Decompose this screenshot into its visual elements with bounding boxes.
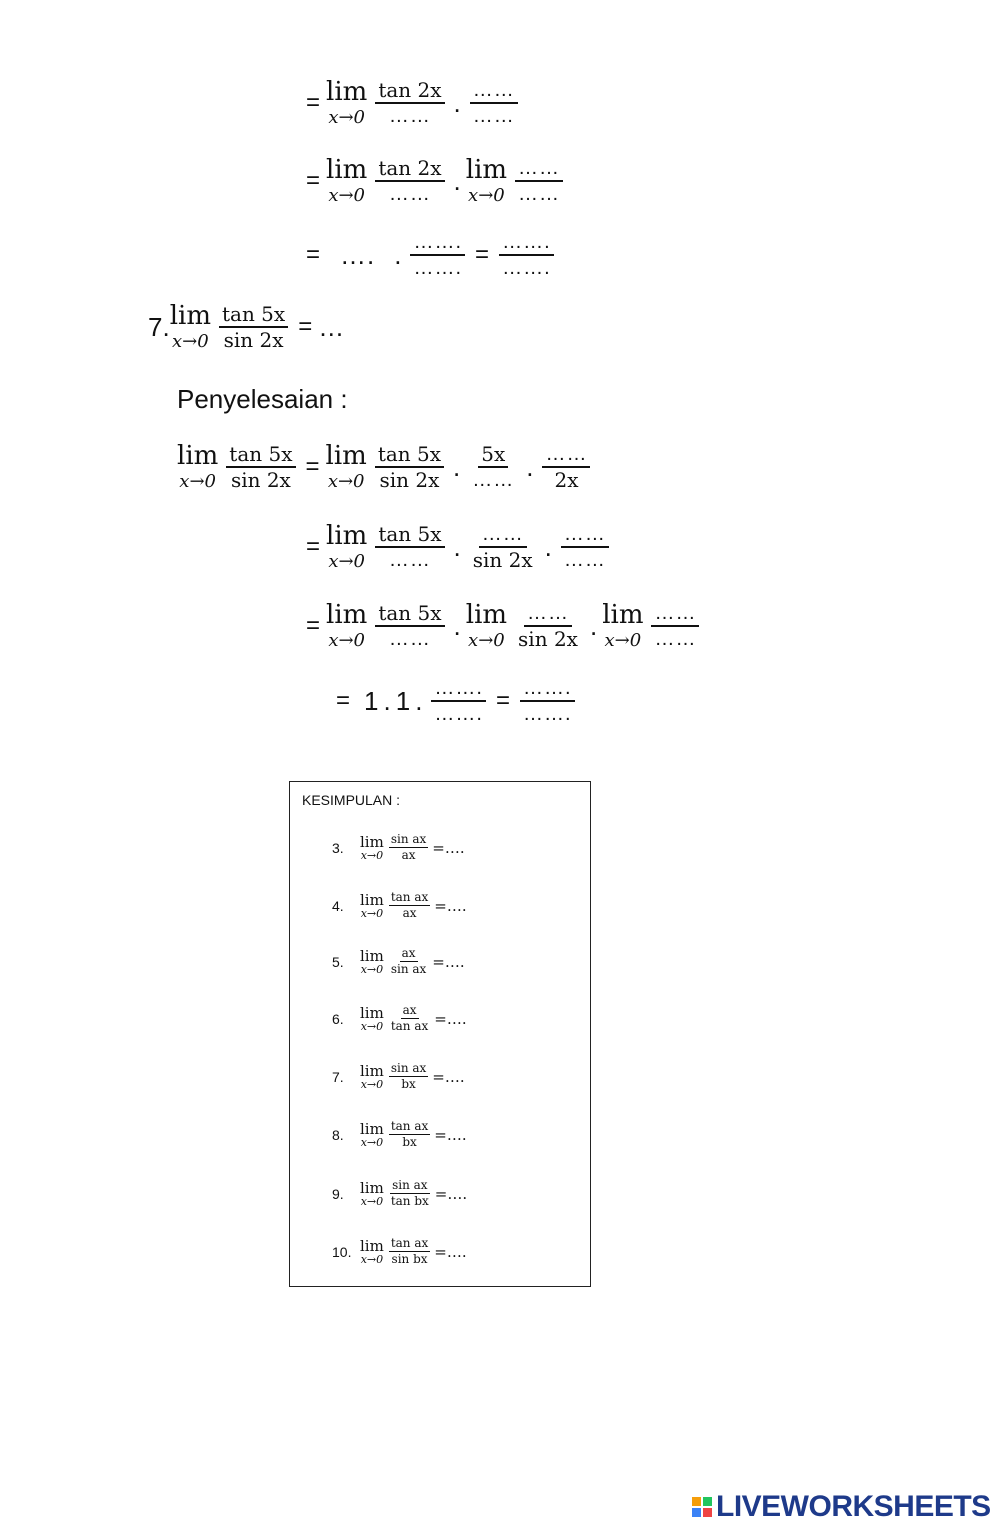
solution-line-4: = 1 . 1 . $\frac{\dots\dots.}{\dots\dots.}$ = $\frac{\dots\dots.}{\dots\dots.}$ xyxy=(330,676,579,726)
step-line-2: = lim x→0 $\frac{\tan 2x}{\dots\dots}$ . lim x→0 $\frac{\dots\dots}{\dots\dots}$ xyxy=(300,156,567,206)
item-number: 8. xyxy=(332,1126,344,1143)
fraction-blank[interactable]: $\frac{\dots\dots}{\sin 2x}$ xyxy=(518,602,578,651)
fraction-blank[interactable]: $\frac{\dots\dots.}{\dots\dots.}$ xyxy=(410,230,465,280)
limit: lim x→0 xyxy=(360,1236,384,1266)
answer-blank[interactable]: =…. xyxy=(432,1067,465,1086)
limit: lim x→0 xyxy=(360,1119,384,1149)
limit: lim x→0 xyxy=(360,890,384,920)
fraction-blank[interactable]: $\frac{\dots\dots}{2x}$ xyxy=(542,442,590,492)
logo-square xyxy=(692,1508,701,1517)
fraction: $\frac{\text{sin ax}}{\text{tan bx}}$ xyxy=(390,1178,429,1208)
kesimpulan-box xyxy=(289,781,591,1287)
fraction-blank[interactable]: $\frac{\dots\dots.}{\dots\dots.}$ xyxy=(520,676,575,726)
step-line-3: = …. . $\frac{\dots\dots.}{\dots\dots.}$ = $\frac{\dots\dots.}{\dots\dots.}$ xyxy=(300,230,558,280)
solution-line-1: lim x→0 $\frac{\tan 5x}{\sin 2x}$ = lim x→0 $\frac{\tan 5x}{\sin 2x}$ . $\frac{5x}{\dots\dots}$ . $\frac{\dots\dots}{2x}$ xyxy=(177,442,594,492)
item-number: 9. xyxy=(332,1185,344,1202)
kesimpulan-title: KESIMPULAN : xyxy=(302,792,401,808)
logo-square xyxy=(692,1497,701,1506)
fraction-blank[interactable]: $\frac{\dots\dots}{\dots\dots}$ xyxy=(515,156,563,206)
limit: lim x→0 xyxy=(360,1061,384,1091)
answer-blank[interactable]: =…. xyxy=(432,838,465,857)
kesimpulan-item xyxy=(332,890,467,921)
fraction: $\frac{\text{sin ax}}{bx}$ xyxy=(390,1061,427,1091)
fraction: $\frac{\text{tan ax}}{bx}$ xyxy=(390,1119,429,1149)
fraction: $\frac{\tan 2x}{\dots\dots}$ xyxy=(375,78,444,128)
limit: lim x→0 xyxy=(360,1178,384,1208)
item-number: 6. xyxy=(332,1010,344,1027)
problem-number: 7. xyxy=(148,311,170,342)
logo-mark-icon xyxy=(692,1497,712,1517)
blank-value[interactable]: …. xyxy=(340,239,376,270)
answer-blank[interactable]: =…. xyxy=(434,1242,467,1261)
kesimpulan-item xyxy=(332,1003,467,1034)
answer-blank[interactable]: =…. xyxy=(434,896,467,915)
item-number: 3. xyxy=(332,839,344,856)
fraction: $\frac{ax}{\text{sin ax}}$ xyxy=(390,946,427,976)
limit: lim x→0 xyxy=(360,946,384,976)
kesimpulan-item xyxy=(332,1061,465,1092)
limit: lim x→0 xyxy=(326,77,368,128)
logo-text: LIVEWORKSHEETS xyxy=(716,1490,991,1523)
fraction-blank[interactable]: $\frac{5x}{\dots\dots}$ xyxy=(472,442,515,491)
fraction: $\frac{\text{tan ax}}{ax}$ xyxy=(390,890,429,920)
solution-line-2: = lim x→0 $\frac{\tan 5x}{\dots\dots}$ . $\frac{\dots\dots}{\sin 2x}$ . $\frac{\dots\dots}{\dots\dots}$ xyxy=(300,522,613,572)
logo-square xyxy=(703,1508,712,1517)
answer-blank[interactable]: =…. xyxy=(432,952,465,971)
fraction: $\frac{\text{sin ax}}{ax}$ xyxy=(390,832,427,862)
problem-7: 7. lim x→0 $\frac{\tan 5x}{\sin 2x}$ = … xyxy=(148,301,345,352)
step-line-1: = lim x→0 $\frac{\tan 2x}{\dots\dots}$ . $\frac{\dots\dots}{\dots\dots}$ xyxy=(300,78,522,128)
item-number: 4. xyxy=(332,897,344,914)
limit: lim x→0 xyxy=(360,1003,384,1033)
solution-line-3: = lim x→0 $\frac{\tan 5x}{\dots\dots}$ . lim x→0 $\frac{\dots\dots}{\sin 2x}$ . lim x→0 $\frac{\dots\dots}{\dots\dots}$ xyxy=(300,601,703,651)
kesimpulan-item xyxy=(332,1119,467,1150)
fraction: $\frac{\text{tan ax}}{\text{sin bx}}$ xyxy=(390,1236,429,1266)
item-number: 10. xyxy=(332,1243,352,1260)
fraction-blank[interactable]: $\frac{\dots\dots}{\dots\dots}$ xyxy=(561,522,609,572)
fraction-blank[interactable]: $\frac{\dots\dots}{\sin 2x}$ xyxy=(472,523,533,572)
fraction-blank[interactable]: $\frac{\dots\dots.}{\dots\dots.}$ xyxy=(431,676,486,726)
answer-blank[interactable]: =…. xyxy=(434,1009,467,1028)
liveworksheets-logo xyxy=(692,1490,991,1524)
fraction-blank[interactable]: $\frac{\dots\dots}{\dots\dots}$ xyxy=(470,78,518,128)
kesimpulan-item xyxy=(332,946,465,977)
logo-square xyxy=(703,1497,712,1506)
fraction-blank[interactable]: $\frac{\dots\dots.}{\dots\dots.}$ xyxy=(499,230,554,280)
kesimpulan-item xyxy=(332,1236,467,1267)
item-number: 7. xyxy=(332,1068,344,1085)
kesimpulan-item xyxy=(332,1178,467,1209)
answer-blank[interactable]: =…. xyxy=(434,1184,468,1203)
fraction-blank[interactable]: $\frac{\dots\dots}{\dots\dots}$ xyxy=(651,601,699,651)
solution-label: Penyelesaian : xyxy=(177,384,348,414)
answer-blank[interactable]: =…. xyxy=(434,1125,467,1144)
equals: = xyxy=(306,89,321,116)
fraction: $\frac{ax}{\text{tan ax}}$ xyxy=(390,1003,429,1033)
limit: lim x→0 xyxy=(360,832,384,862)
kesimpulan-item xyxy=(332,832,465,863)
item-number: 5. xyxy=(332,953,344,970)
